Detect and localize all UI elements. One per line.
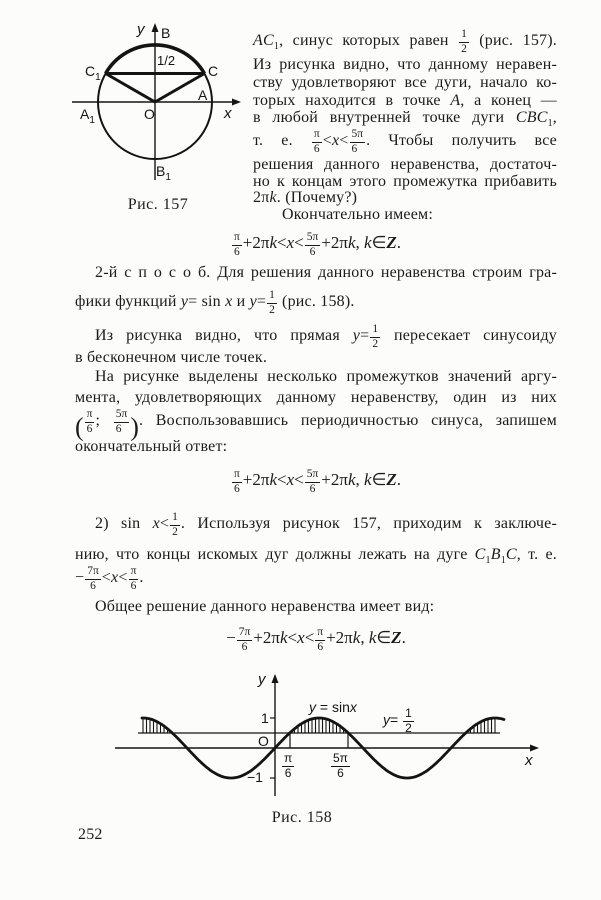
text-line-rc3: ству удовлетворяют все дуги, начало ко- (253, 74, 557, 91)
text-line-b3a: На рисунке выделены несколько промежутков значений аргу- (95, 368, 557, 385)
sine-graph (60, 670, 550, 805)
fig158-tick-pi6: $\frac{\pi}{6}$ (284, 751, 293, 781)
text-line-b4c: − $\frac{7\pi}{6}$ <x< $\frac{\pi}{6}$ . (75, 565, 144, 592)
fig158-tick-5pi6: $\frac{5\pi}{6}$ (333, 751, 348, 781)
fig158-curve-label: y = sinx (309, 699, 357, 715)
text-line-b3b: мента, удовлетворяющих данному неравенству, один из них (75, 389, 557, 406)
fig157-point-c: C (208, 63, 219, 79)
formula-3: − $\frac{7\pi}{6}$ +2πk<x< $\frac{\pi}{6}$ +2πk, k∈Z. (226, 626, 406, 653)
text-line-b2b: в бесконечном числе точек. (75, 349, 268, 366)
text-line-rc1: $AC_1$, синус которых равен $\frac{1}{2}$ (рис. 157). (253, 28, 557, 55)
fig157-point-a1: $A_1$ (80, 106, 95, 126)
fig157-origin-label: O (144, 106, 155, 122)
hatch-shading (143, 718, 495, 733)
fig158-tick-minus-one: −1 (247, 769, 263, 785)
fig158-y-axis-label: y (258, 671, 266, 688)
fig157-point-b1: $B_1$ (156, 163, 171, 183)
text-line-rc5: в любой внутренней точке дуги $CBC_1$, (253, 109, 557, 130)
text-line-b3d: окончательный ответ: (75, 438, 228, 455)
page-number: 252 (78, 826, 103, 843)
fig157-point-c1: $C_1$ (85, 63, 101, 83)
x-axis-arrow (232, 99, 241, 106)
figure-158-caption: Рис. 158 (271, 809, 333, 826)
radius-oc (155, 74, 204, 103)
text-line-rc10: Окончательно имеем: (282, 206, 434, 223)
formula-1: $\frac{\pi}{6}$ +2πk<x< $\frac{5\pi}{6}$ +2πk, k∈Z. (233, 231, 402, 258)
fig157-x-axis-label: x (224, 105, 232, 122)
y-axis-arrow (152, 23, 159, 32)
text-line-b1b: фики функций y= sin x и y= $\frac{1}{2}$ (рис. 158). (75, 289, 355, 316)
fig157-half-mark: 1/2 (157, 53, 176, 68)
fig158-x-axis-label: x (525, 752, 533, 769)
text-line-b5a: Общее решение данного неравенства имеет вид: (95, 598, 435, 615)
formula-2: $\frac{\pi}{6}$ +2πk<x< $\frac{5\pi}{6}$ +2πk, k∈Z. (233, 468, 402, 495)
text-line-rc7: решения данного неравенства, достаточ- (253, 156, 557, 173)
y-axis-arrow (272, 674, 279, 683)
fig158-tick-one: 1 (261, 710, 269, 726)
text-line-b2a: Из рисунка видно, что прямая y= $\frac{1}{2}$ пересекает синусоиду (95, 323, 557, 350)
radius-oc1 (106, 74, 155, 103)
text-line-b4a: 2) sin x< $\frac{1}{2}$ . Используя рисунок 157, приходим к заключе- (95, 511, 557, 538)
text-line-rc8: но к концам этого промежутка прибавить (253, 173, 557, 190)
text-line-rc2: Из рисунка видно, что данному неравен- (253, 56, 557, 73)
text-line-rc4: торых находится в точке A, а конец — (253, 92, 557, 109)
fig157-point-a: A (198, 87, 208, 103)
figure-157-caption: Рис. 157 (127, 196, 189, 213)
x-axis-arrow (530, 745, 539, 752)
text-line-b3c: ( $\frac{\pi}{6}$ ; $\frac{5\pi}{6}$ ). Воспользовавшись периодичностью синуса, запишем (75, 408, 557, 442)
text-line-rc9: 2πk. (Почему?) (253, 189, 358, 206)
text-line-rc6: т. е. $\frac{\pi}{6}$ <x< $\frac{5\pi}{6}$ . Чтобы получить все (253, 128, 557, 155)
fig158-origin-label: O (258, 733, 269, 749)
fig157-y-axis-label: y (137, 21, 145, 38)
fig158-halfline-label: y= $\frac{1}{2}$ (383, 706, 412, 736)
fig157-point-b: B (161, 25, 171, 41)
text-line-b4b: нию, что концы искомых дуг должны лежать на дуге $C_1B_1C$, т. е. (75, 546, 557, 567)
text-line-b1a: 2-й с п о с о б. Для решения данного неравенства строим гра- (95, 264, 557, 281)
